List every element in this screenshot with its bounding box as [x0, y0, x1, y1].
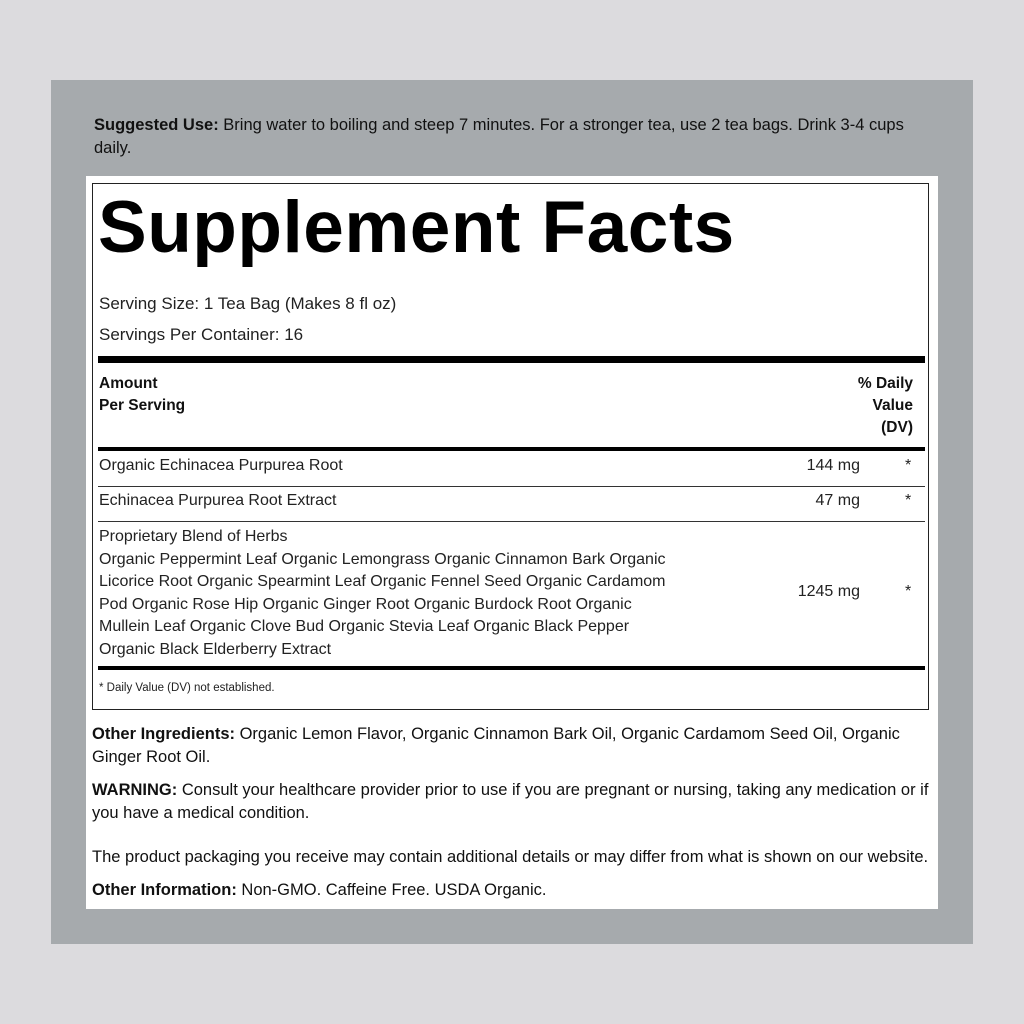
row-dv: * — [905, 492, 912, 509]
dv-header-line3: (DV) — [881, 419, 913, 436]
suggested-use-text: Bring water to boiling and steep 7 minutes. For a stronger tea, use 2 tea bags. Drink 3-4 cups daily. — [94, 116, 904, 157]
blend-line: Pod Organic Rose Hip Organic Ginger Root Organic Burdock Root Organic — [99, 595, 632, 613]
blend-amount: 1245 mg — [797, 583, 860, 600]
other-ingredients-label: Other Ingredients: — [92, 725, 236, 743]
row-amount: 144 mg — [806, 457, 860, 474]
header-divider — [98, 447, 925, 451]
blend-line: Organic Peppermint Leaf Organic Lemongrass Organic Cinnamon Bark Organic — [99, 550, 666, 568]
dv-footnote: * Daily Value (DV) not established. — [99, 682, 275, 694]
row-name: Echinacea Purpurea Root Extract — [99, 492, 337, 509]
warning-text: Consult your healthcare provider prior to use if you are pregnant or nursing, taking any medication or if you have a medical condition. — [92, 781, 929, 822]
row-dv: * — [905, 457, 912, 474]
warning-label: WARNING: — [92, 781, 178, 799]
row-divider — [98, 486, 925, 487]
suggested-use — [94, 114, 934, 160]
blend-ingredients — [99, 526, 666, 661]
amount-per-serving-header — [99, 373, 185, 417]
amount-header-line2: Per Serving — [99, 397, 186, 414]
row-amount: 47 mg — [815, 492, 860, 509]
servings-per-container: Servings Per Container: 16 — [99, 325, 304, 344]
blend-line: Organic Black Elderberry Extract — [99, 640, 332, 658]
other-information-label: Other Information: — [92, 881, 237, 899]
amount-header-line1: Amount — [99, 375, 158, 392]
other-information-text: Non-GMO. Caffeine Free. USDA Organic. — [236, 881, 547, 899]
suggested-use-label: Suggested Use: — [94, 116, 219, 134]
blend-line: Licorice Root Organic Spearmint Leaf Organic Fennel Seed Organic Cardamom — [99, 573, 666, 590]
warning — [92, 779, 934, 824]
blend-line: Mullein Leaf Organic Clove Bud Organic Stevia Leaf Organic Black Pepper — [99, 618, 630, 635]
dv-header-line2: Value — [872, 397, 913, 414]
blend-dv: * — [905, 583, 912, 600]
other-information — [92, 879, 934, 902]
bottom-divider — [98, 666, 925, 670]
facts-title: Supplement Facts — [98, 187, 735, 268]
other-ingredients-text: Organic Lemon Flavor, Organic Cinnamon Bark Oil, Organic Cardamom Seed Oil, Organic Ginger Root Oil. — [92, 725, 900, 766]
serving-size: Serving Size: 1 Tea Bag (Makes 8 fl oz) — [99, 294, 397, 313]
other-ingredients — [92, 723, 934, 768]
thick-divider — [98, 356, 925, 363]
dv-header-line1: % Daily — [857, 375, 913, 392]
blend-title: Proprietary Blend of Herbs — [99, 528, 288, 545]
row-name: Organic Echinacea Purpurea Root — [99, 457, 343, 474]
row-divider — [98, 521, 925, 522]
packaging-disclaimer: The product packaging you receive may contain additional details or may differ from what is shown on our website. — [92, 848, 929, 866]
daily-value-header — [858, 373, 913, 439]
